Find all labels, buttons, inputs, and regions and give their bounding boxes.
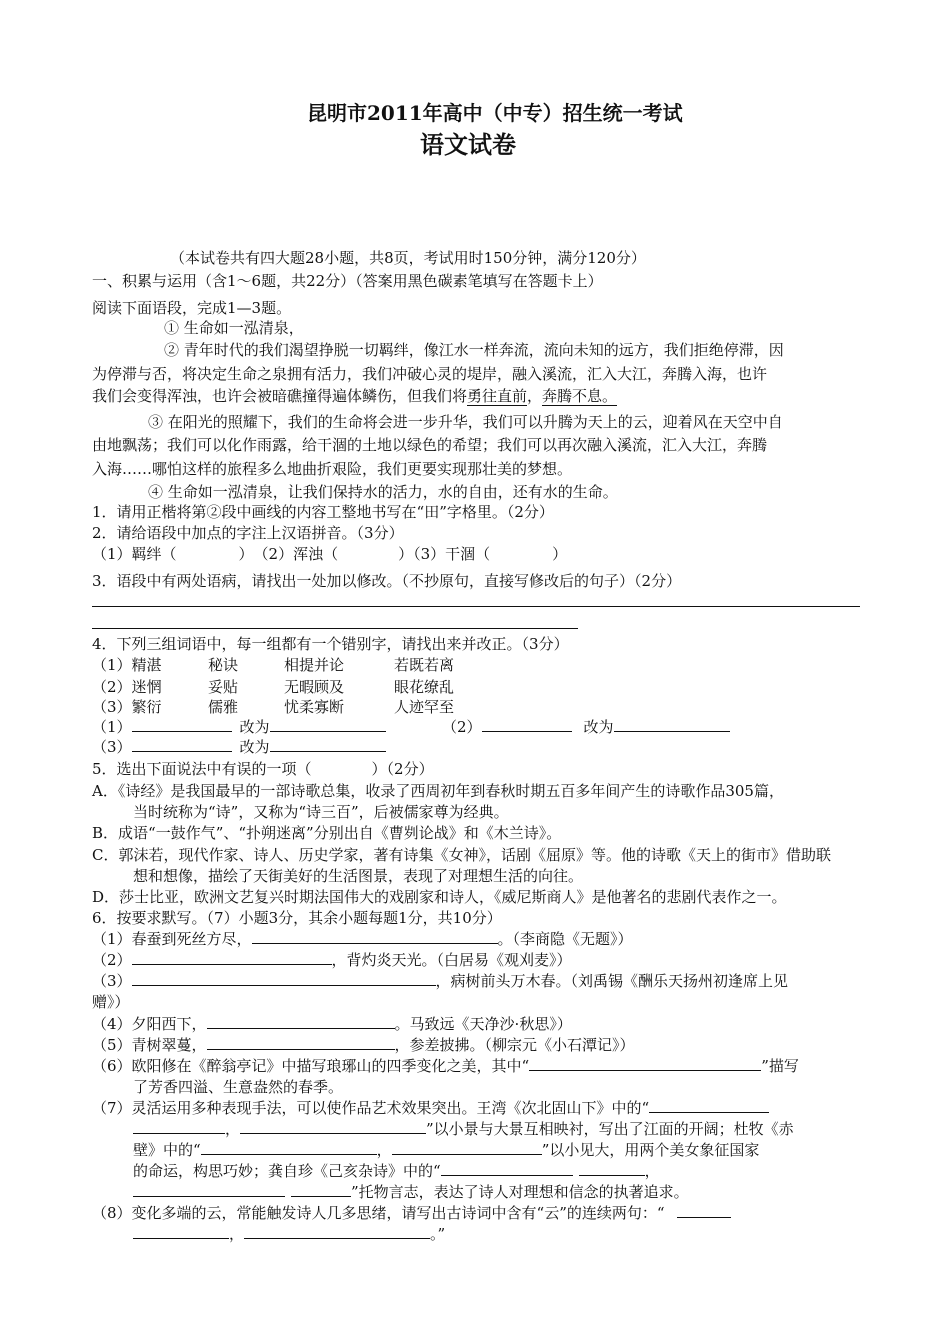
section-heading: 一、积累与运用（含1～6题，共22分）（答案用黑色碳素笔填写在答题卡上） — [92, 272, 603, 290]
word-row-3-d: 人迹罕至 — [394, 698, 455, 716]
question-3: 3．语段中有两处语病，请找出一处加以修改。（不抄原句，直接写修改后的句子）（2分） — [92, 572, 682, 590]
paragraph-2-line-3: 我们会变得浑浊，也许会被暗礁撞得遍体鳞伤，但我们将勇往直前，奔腾不息。 — [92, 387, 618, 405]
underlined-phrase-1: 勇往直前 — [467, 387, 528, 405]
blank[interactable] — [207, 1035, 395, 1050]
blank[interactable] — [252, 929, 498, 944]
reading-intro: 阅读下面语段，完成1—3题。 — [92, 299, 292, 317]
dictation-5: （5）青树翠蔓， ，参差披拂。（柳宗元《小石潭记》） — [92, 1036, 635, 1054]
word-row-1-c: 相提并论 — [284, 656, 345, 674]
blank[interactable] — [392, 1140, 542, 1155]
paragraph-4: ④ 生命如一泓清泉，让我们保持水的活力，水的自由，还有水的生命。 — [148, 483, 618, 501]
question-5: 5．选出下面说法中有误的一项（ ）（2分） — [92, 760, 434, 778]
option-c-line-2: 想和想像，描绘了天街美好的生活图景，表现了对理想生活的向往。 — [133, 867, 584, 885]
word-row-3-a: （3）繁衍 — [92, 698, 162, 716]
dictation-2: （2） ，背灼炎天光。（白居易《观刈麦》） — [92, 951, 572, 969]
question-6: 6．按要求默写。（7）小题3分，其余小题每题1分，共10分） — [92, 909, 502, 927]
exam-title: 昆明市2011年高中（中专）招生统一考试 — [307, 101, 683, 125]
paragraph-2-line-2: 为停滞与否，将决定生命之泉拥有活力，我们冲破心灵的堤岸，融入溪流，汇入大江，奔腾入海，也许 — [92, 365, 768, 383]
word-row-2-d: 眼花缭乱 — [394, 678, 455, 696]
exam-info: （本试卷共有四大题28小题，共8页，考试用时150分钟，满分120分） — [170, 249, 646, 267]
word-row-1-a: （1）精湛 — [92, 656, 162, 674]
blank[interactable] — [291, 1182, 351, 1197]
option-b: B．成语“一鼓作气”、“扑朔迷离”分别出自《曹刿论战》和《木兰诗》。 — [92, 824, 562, 842]
paragraph-3-line-2: 由地飘荡；我们可以化作雨露，给干涸的土地以绿色的希望；我们可以再次融入溪流，汇入大江，奔腾 — [92, 436, 768, 454]
word-row-2-a: （2）迷惘 — [92, 678, 162, 696]
dictation-8: （8）变化多端的云，常能触发诗人几多思绪，请写出古诗词中含有“云”的连续两句：“ — [92, 1203, 731, 1223]
word-row-2-b: 妥贴 — [208, 678, 239, 696]
word-row-1-d: 若既若离 — [394, 656, 455, 674]
blank[interactable] — [270, 717, 386, 732]
blank[interactable] — [614, 717, 730, 732]
dictation-7-line-2: ， ”以小景与大景互相映衬，写出了江面的开阔；杜牧《赤 — [133, 1119, 794, 1139]
question-1: 1．请用正楷将第②段中画线的内容工整地书写在“田”字格里。（2分） — [92, 503, 554, 521]
question-4-answer-2: （2） 改为 — [442, 717, 730, 737]
paragraph-1: ① 生命如一泓清泉， — [164, 319, 304, 337]
blank[interactable] — [240, 1119, 426, 1134]
dictation-7: （7）灵活运用多种表现手法，可以使作品艺术效果突出。王湾《次北固山下》中的“ — [92, 1098, 769, 1118]
dictation-3: （3） ，病树前头万木春。（刘禹锡《酬乐天扬州初逢席上见 — [92, 972, 789, 990]
dictation-7-line-5: ”托物言志，表达了诗人对理想和信念的执著追求。 — [133, 1182, 689, 1202]
dictation-4: （4）夕阳西下， 。马致远《天净沙·秋思》） — [92, 1015, 572, 1033]
blank[interactable] — [132, 950, 332, 965]
dictation-6: （6）欧阳修在《醉翁亭记》中描写琅琊山的四季变化之美，其中“ ”描写 — [92, 1057, 799, 1075]
question-2-answers: （1）羁绊（ ） （2）浑浊（ ）（3）干涸（ ） — [92, 545, 568, 563]
blank[interactable] — [579, 1161, 645, 1176]
dictation-3-cont: 赠》） — [92, 993, 130, 1011]
blank[interactable] — [482, 717, 572, 732]
option-a-line-2: 当时统称为“诗”，又称为“诗三百”，后被儒家尊为经典。 — [133, 803, 509, 821]
paragraph-3-line-1: ③ 在阳光的照耀下，我们的生命将会进一步升华，我们可以升腾为天上的云，迎着风在天空中自 — [148, 413, 783, 431]
word-row-2-c: 无暇顾及 — [284, 678, 345, 696]
word-row-3-c: 忧柔寡断 — [284, 698, 345, 716]
blank[interactable] — [207, 1014, 395, 1029]
paragraph-2-line-1: ② 青年时代的我们渴望挣脱一切羁绊，像江水一样奔流，流向未知的远方，我们拒绝停滞，因 — [164, 341, 784, 359]
exam-subtitle: 语文试卷 — [420, 130, 516, 159]
question-4: 4．下列三组词语中，每一组都有一个错别字，请找出来并改正。（3分） — [92, 635, 569, 653]
blank[interactable] — [201, 1140, 377, 1155]
blank[interactable] — [133, 1224, 229, 1239]
word-row-3-b: 儒雅 — [208, 698, 239, 716]
answer-line[interactable] — [92, 628, 578, 629]
option-c-line-1: C．郭沫若，现代作家、诗人、历史学家，著有诗集《女神》，话剧《屈原》等。他的诗歌《天上的街市》借助联 — [92, 846, 831, 864]
blank[interactable] — [529, 1056, 761, 1071]
dictation-8-line-2: ， 。” — [133, 1224, 445, 1244]
blank[interactable] — [244, 1224, 430, 1239]
blank[interactable] — [441, 1161, 573, 1176]
question-2: 2．请给语段中加点的字注上汉语拼音。（3分） — [92, 524, 404, 542]
question-4-answer-3: （3） 改为 — [92, 737, 386, 757]
blank[interactable] — [270, 737, 386, 752]
answer-line[interactable] — [92, 606, 860, 607]
blank[interactable] — [132, 717, 232, 732]
blank[interactable] — [133, 1182, 285, 1197]
blank[interactable] — [677, 1203, 731, 1218]
blank[interactable] — [133, 1119, 225, 1134]
question-4-answer-1: （1） 改为 — [92, 717, 386, 737]
option-d: D．莎士比亚，欧洲文艺复兴时期法国伟大的戏剧家和诗人，《威尼斯商人》是他著名的悲剧代表作之一。 — [92, 888, 787, 906]
underlined-phrase-2: 奔腾不息。 — [542, 387, 618, 405]
dictation-7-line-4: 的命运，构思巧妙；龚自珍《己亥杂诗》中的“ ， — [133, 1162, 660, 1180]
paragraph-3-line-3: 入海……哪怕这样的旅程多么地曲折艰险，我们更要实现那壮美的梦想。 — [92, 460, 573, 478]
blank[interactable] — [132, 737, 232, 752]
dictation-7-line-3: 壁》中的“ ， ”以小见大，用两个美女象征国家 — [133, 1141, 760, 1159]
dictation-6-cont: 了芳香四溢、生意盎然的春季。 — [133, 1078, 344, 1096]
dictation-1: （1）春蚕到死丝方尽， 。（李商隐《无题》） — [92, 930, 633, 948]
blank[interactable] — [649, 1098, 769, 1113]
word-row-1-b: 秘诀 — [208, 656, 239, 674]
blank[interactable] — [132, 971, 436, 986]
option-a-line-1: A．《诗经》是我国最早的一部诗歌总集，收录了西周初年到春秋时期五百多年间产生的诗歌作品305篇， — [92, 782, 784, 800]
